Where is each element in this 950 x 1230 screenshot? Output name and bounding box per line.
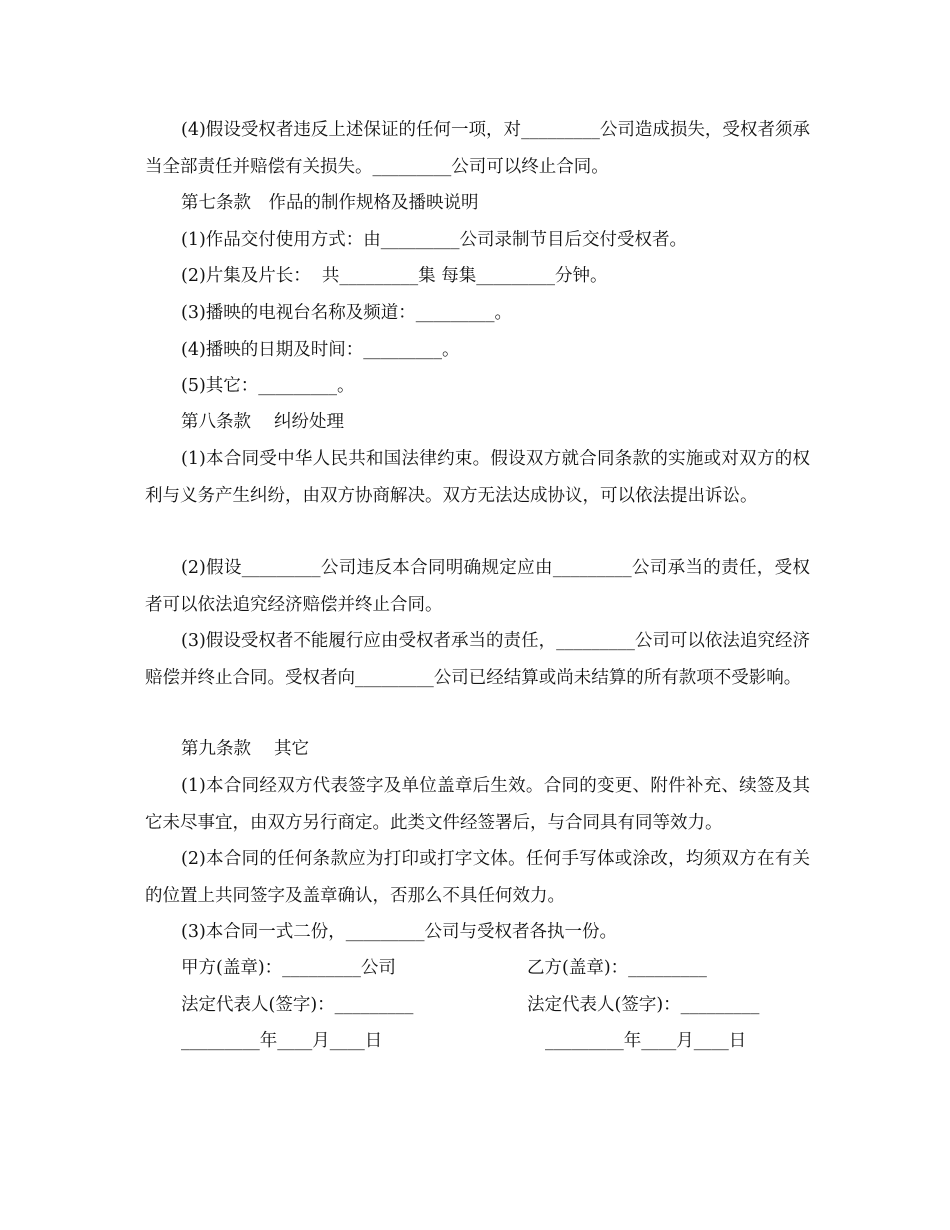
party-b-representative: 法定代表人(签字)：_________ [527,995,760,1015]
party-a-representative: 法定代表人(签字)：_________ [181,995,414,1015]
party-a-date: _________年____月____日 [181,1031,383,1051]
clause-7-item-2: (2)片集及片长： 共_________集 每集_________分钟。 [181,266,608,286]
clause-7-item-1: (1)作品交付使用方式：由_________公司录制节目后交付受权者。 [181,230,688,250]
clause-9-item-2: (2)本合同的任何条款应为打印或打字文体。任何手写体或涂改，均须双方在有关的位置上共同签字及盖章确认，否那么不具任何效力。 [145,849,810,906]
party-b-date: _________年____月____日 [545,1031,747,1051]
clause-8-item-1: (1)本合同受中华人民共和国法律约束。假设双方就合同条款的实施或对双方的权利与义务产生纠纷，由双方协商解决。双方无法达成协议，可以依法提出诉讼。 [145,449,810,506]
clause-7-item-4: (4)播映的日期及时间：_________。 [181,340,460,360]
party-a-seal: 甲方(盖章)：_________公司 [181,958,396,978]
clause-8-item-3: (3)假设受权者不能履行应由受权者承当的责任，_________公司可以依法追究经济赔偿并终止合同。受权者向_________公司已经结算或尚未结算的所有款项不受影响。 [145,631,810,688]
clause-9-item-1: (1)本合同经双方代表签字及单位盖章后生效。合同的变更、附件补充、续签及其它未尽事宜，由双方另行商定。此类文件经签署后，与合同具有同等效力。 [145,776,810,833]
clause-9-item-3: (3)本合同一式二份，_________公司与受权者各执一份。 [181,922,618,942]
clause-8-item-2: (2)假设_________公司违反本合同明确规定应由_________公司承当的责任，受权者可以依法追究经济赔偿并终止合同。 [145,558,810,615]
article-9-heading: 第九条款 其它 [181,739,310,759]
clause-7-item-3: (3)播映的电视台名称及频道：_________。 [181,303,513,323]
clause-7-item-5: (5)其它：_________。 [181,376,355,396]
article-7-heading: 第七条款 作品的制作规格及播映说明 [181,193,479,213]
article-8-heading: 第八条款 纠纷处理 [181,412,345,432]
party-b-seal: 乙方(盖章)：_________ [527,958,707,978]
clause-6-item-4: (4)假设受权者违反上述保证的任何一项，对_________公司造成损失，受权者须承当全部责任并赔偿有关损失。_________公司可以终止合同。 [145,120,810,177]
